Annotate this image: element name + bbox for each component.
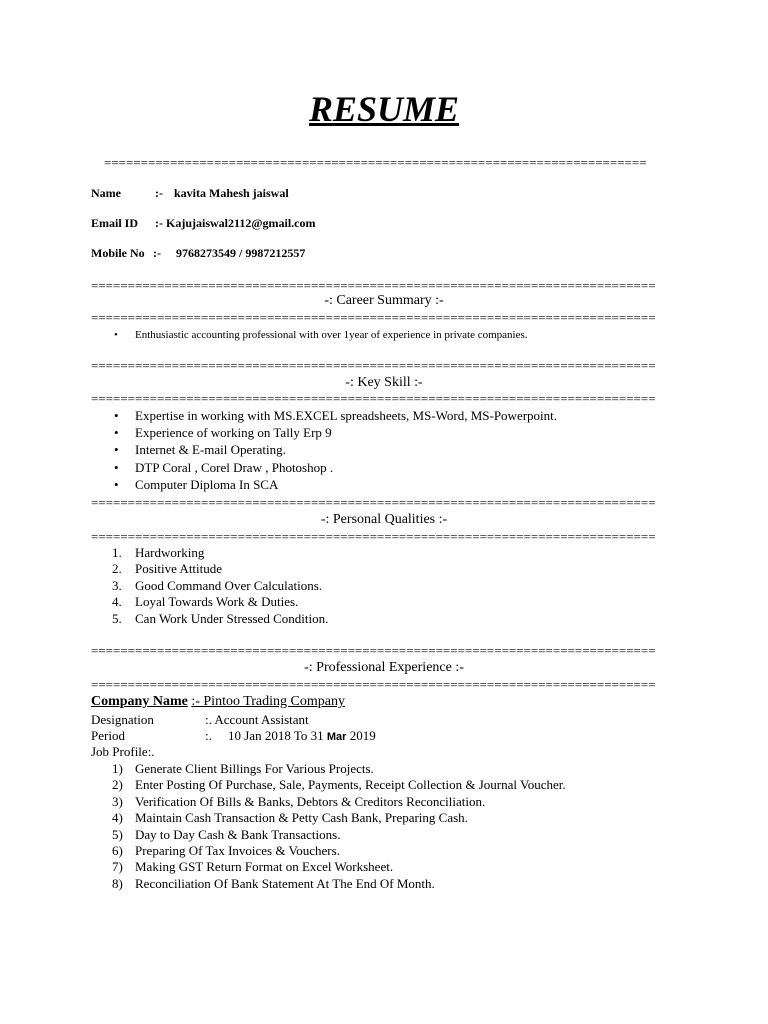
period-label: Period — [91, 728, 125, 743]
personal-qualities-heading: -: Personal Qualities :- — [320, 512, 448, 527]
list-item: 1) Generate Client Billings For Various Projects. — [112, 761, 374, 776]
section-divider: ============================================================================= — [91, 496, 656, 509]
bullet-icon: • — [114, 476, 119, 492]
list-item: 5) Day to Day Cash & Bank Transactions. — [112, 826, 341, 842]
name-label: Name — [91, 186, 121, 200]
list-item: 2. Positive Attitude — [112, 561, 223, 577]
career-summary-list — [114, 327, 528, 344]
list-item: 3) Verification Of Bills & Banks, Debtors & Creditors Reconciliation. — [112, 793, 486, 809]
list-item: • Expertise in working with MS.EXCEL spreadsheets, MS-Word, MS-Powerpoint. — [114, 408, 558, 423]
key-skill-list — [114, 407, 557, 493]
designation-value: :. Account Assistant — [205, 712, 309, 727]
bullet-icon: • — [114, 442, 119, 458]
company-name-label: Company Name — [91, 694, 188, 709]
name-value: kavita Mahesh jaiswal — [174, 186, 289, 200]
bullet-icon: • — [114, 459, 119, 475]
period-separator: :. — [205, 728, 212, 743]
resume-title: RESUME — [308, 89, 460, 129]
section-divider: ============================================================================= — [91, 279, 656, 292]
job-profile-label: Job Profile:. — [91, 744, 155, 759]
key-skill-heading: -: Key Skill :- — [345, 375, 423, 390]
list-item: 7) Making GST Return Format on Excel Worksheet. — [112, 859, 394, 875]
list-item: • Computer Diploma In SCA — [114, 476, 279, 492]
mobile-value: 9768273549 / 9987212557 — [176, 246, 306, 260]
professional-experience-heading: -: Professional Experience :- — [304, 660, 464, 675]
list-item: 1. Hardworking — [112, 545, 205, 560]
company-name — [91, 694, 345, 710]
personal-qualities-list — [112, 545, 328, 627]
job-duties-list — [112, 761, 566, 892]
list-item: 8) Reconciliation Of Bank Statement At The End Of Month. — [112, 875, 435, 891]
bullet-icon: • — [114, 329, 118, 341]
list-item: 4. Loyal Towards Work & Duties. — [112, 594, 299, 610]
bullet-icon: • — [114, 425, 119, 441]
bullet-icon: • — [114, 408, 119, 423]
section-divider: ============================================================================= — [91, 678, 656, 691]
section-divider: ============================================================================= — [91, 311, 656, 324]
section-divider: ============================================================================= — [91, 530, 656, 543]
section-divider: ============================================================================= — [91, 392, 656, 405]
list-item: 6) Preparing Of Tax Invoices & Vouchers. — [112, 843, 340, 859]
mobile-label: Mobile No — [91, 246, 145, 260]
name-separator: :- — [155, 186, 163, 200]
list-item: • Experience of working on Tally Erp 9 — [114, 425, 332, 441]
mobile-separator: :- — [153, 246, 161, 260]
designation-label: Designation — [91, 712, 154, 727]
company-name-value: :- Pintoo Trading Company — [191, 694, 345, 709]
list-item: 2) Enter Posting Of Purchase, Sale, Payments, Receipt Collection & Journal Voucher. — [112, 777, 566, 793]
career-summary-heading: -: Career Summary :- — [324, 293, 444, 308]
list-item: • Enthusiastic accounting professional with over 1year of experience in private companies. — [114, 327, 528, 344]
email-label: Email ID — [91, 216, 139, 230]
section-divider: ============================================================================= — [91, 359, 656, 372]
list-item: • DTP Coral , Corel Draw , Photoshop . — [114, 459, 334, 475]
list-item: 5. Can Work Under Stressed Condition. — [112, 610, 329, 626]
email-value: :- Kajujaiswal2112@gmail.com — [155, 216, 316, 230]
title-divider: ========================================================================== — [104, 156, 647, 169]
list-item: • Internet & E-mail Operating. — [114, 442, 286, 458]
list-item: 4) Maintain Cash Transaction & Petty Cash Bank, Preparing Cash. — [112, 810, 468, 826]
list-item: 3. Good Command Over Calculations. — [112, 577, 323, 593]
period-value: 10 Jan 2018 To 31 Mar 2019 — [228, 728, 376, 743]
section-divider: ============================================================================= — [91, 644, 656, 657]
